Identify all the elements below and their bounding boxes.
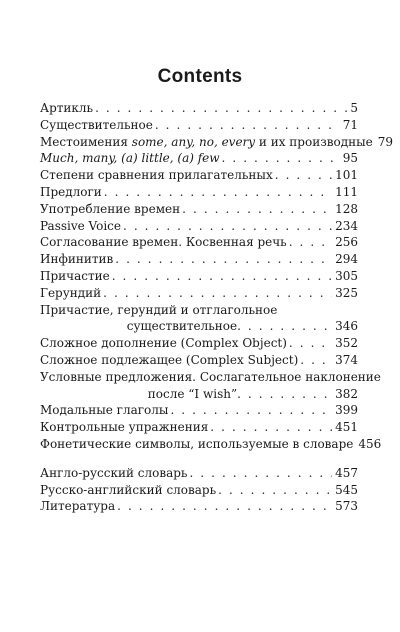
toc-page-number: 451 bbox=[335, 420, 358, 435]
toc-entry-label: Литература bbox=[40, 499, 116, 514]
toc-page-number: 256 bbox=[335, 235, 358, 250]
dot-leader bbox=[218, 482, 332, 499]
toc-entry bbox=[40, 184, 358, 201]
toc-entry-label: Предлоги bbox=[40, 184, 102, 199]
table-of-contents bbox=[40, 100, 394, 515]
dot-leader bbox=[237, 318, 332, 335]
toc-entry bbox=[40, 498, 358, 515]
toc-page-number: 234 bbox=[335, 218, 358, 233]
toc-entry bbox=[40, 117, 358, 134]
dot-leader bbox=[117, 498, 332, 515]
dot-leader bbox=[155, 117, 340, 134]
toc-page-number: 352 bbox=[335, 336, 358, 351]
toc-entry bbox=[40, 100, 358, 117]
toc-entry-label-line2: существительное bbox=[126, 319, 238, 334]
toc-entry-label: Степени сравнения прилагательных bbox=[40, 168, 273, 183]
toc-entry-label: Причастие bbox=[40, 268, 110, 283]
toc-entry-label-line2: после “I wish” bbox=[147, 386, 238, 401]
dot-leader bbox=[289, 335, 332, 352]
toc-entry-label: Существительное bbox=[40, 117, 153, 132]
toc-entry bbox=[40, 436, 382, 453]
toc-page-number: 95 bbox=[342, 151, 358, 166]
toc-page-number: 71 bbox=[342, 117, 358, 132]
toc-entry bbox=[40, 234, 358, 251]
toc-page-number: 382 bbox=[335, 386, 358, 401]
toc-entry bbox=[40, 352, 358, 369]
toc-entry-label: Much, many, (a) little, (a) few bbox=[40, 151, 220, 166]
dot-leader bbox=[300, 352, 332, 369]
toc-entry-label: Контрольные упражнения bbox=[40, 420, 209, 435]
toc-entry bbox=[40, 335, 358, 352]
toc-entry bbox=[40, 465, 358, 482]
toc-entry-label: Модальные глаголы bbox=[40, 403, 169, 418]
toc-entry-line2 bbox=[40, 318, 358, 335]
toc-page-number: 5 bbox=[350, 101, 358, 115]
dot-leader bbox=[104, 184, 332, 201]
toc-page-number: 128 bbox=[335, 201, 358, 216]
toc-entry-label: Согласование времен. Косвенная речь bbox=[40, 235, 287, 250]
toc-entry-label: Фонетические символы, используемые в словаре bbox=[40, 436, 354, 451]
toc-entry bbox=[40, 369, 381, 403]
dot-leader bbox=[275, 167, 332, 184]
toc-page-number: 101 bbox=[335, 168, 358, 183]
toc-page-number: 111 bbox=[335, 184, 358, 199]
dot-leader bbox=[112, 268, 332, 285]
toc-entry bbox=[40, 167, 358, 184]
toc-entry-label-line1: Условные предложения. Сослагательное наклонение bbox=[40, 369, 381, 384]
toc-entry bbox=[40, 302, 358, 336]
toc-entry bbox=[40, 251, 358, 268]
dot-leader bbox=[189, 465, 332, 482]
toc-entry-label: Герундий bbox=[40, 285, 102, 300]
toc-page-number: 399 bbox=[335, 403, 358, 418]
toc-entry-line2 bbox=[40, 386, 358, 403]
section-gap bbox=[40, 453, 358, 465]
toc-entry bbox=[40, 150, 358, 167]
toc-entry-label: Инфинитив bbox=[40, 252, 114, 267]
toc-entry bbox=[40, 482, 358, 499]
dot-leader bbox=[289, 234, 332, 251]
dot-leader bbox=[103, 285, 332, 302]
toc-page-number: 456 bbox=[358, 436, 382, 451]
toc-page-number: 346 bbox=[335, 319, 358, 334]
toc-entry-label: Сложное подлежащее (Complex Subject) bbox=[40, 352, 299, 367]
dot-leader bbox=[182, 201, 332, 218]
toc-entry-label: Passive Voice bbox=[40, 218, 121, 233]
toc-entry-label: Употребление времен bbox=[40, 201, 181, 216]
page-title: Contents bbox=[157, 66, 243, 87]
toc-entry bbox=[40, 201, 358, 218]
toc-entry-label: Русско-английский словарь bbox=[40, 482, 217, 497]
toc-entry bbox=[40, 285, 358, 302]
dot-leader bbox=[170, 402, 332, 419]
label-suffix: и их производные bbox=[255, 134, 373, 149]
toc-entry-label: Сложное дополнение (Complex Object) bbox=[40, 336, 287, 351]
label-prefix: Местоимения bbox=[40, 134, 132, 149]
toc-entry-label: Артикль bbox=[40, 101, 94, 115]
toc-page-number: 305 bbox=[335, 268, 358, 283]
label-italic: some, any, no, every bbox=[131, 134, 256, 149]
toc-page-number: 325 bbox=[335, 285, 358, 300]
dot-leader bbox=[222, 150, 340, 167]
toc-entry bbox=[40, 419, 358, 436]
toc-entry-label: Англо-русский словарь bbox=[40, 465, 188, 480]
dot-leader bbox=[123, 218, 332, 235]
toc-page-number: 294 bbox=[335, 252, 358, 267]
toc-entry-label bbox=[40, 134, 375, 151]
toc-entry-label-line1: Причастие, герундий и отглагольное bbox=[40, 302, 278, 317]
toc-page-number: 545 bbox=[335, 482, 358, 497]
dot-leader bbox=[210, 419, 332, 436]
dot-leader bbox=[237, 386, 332, 403]
dot-leader bbox=[95, 100, 347, 117]
toc-page-number: 79 bbox=[377, 134, 394, 149]
toc-entry bbox=[40, 134, 394, 151]
dot-leader bbox=[115, 251, 332, 268]
toc-page-number: 457 bbox=[335, 465, 358, 480]
toc-page-number: 374 bbox=[335, 352, 358, 367]
toc-entry bbox=[40, 218, 358, 235]
toc-entry bbox=[40, 268, 358, 285]
toc-entry bbox=[40, 402, 358, 419]
toc-page-number: 573 bbox=[335, 499, 358, 514]
